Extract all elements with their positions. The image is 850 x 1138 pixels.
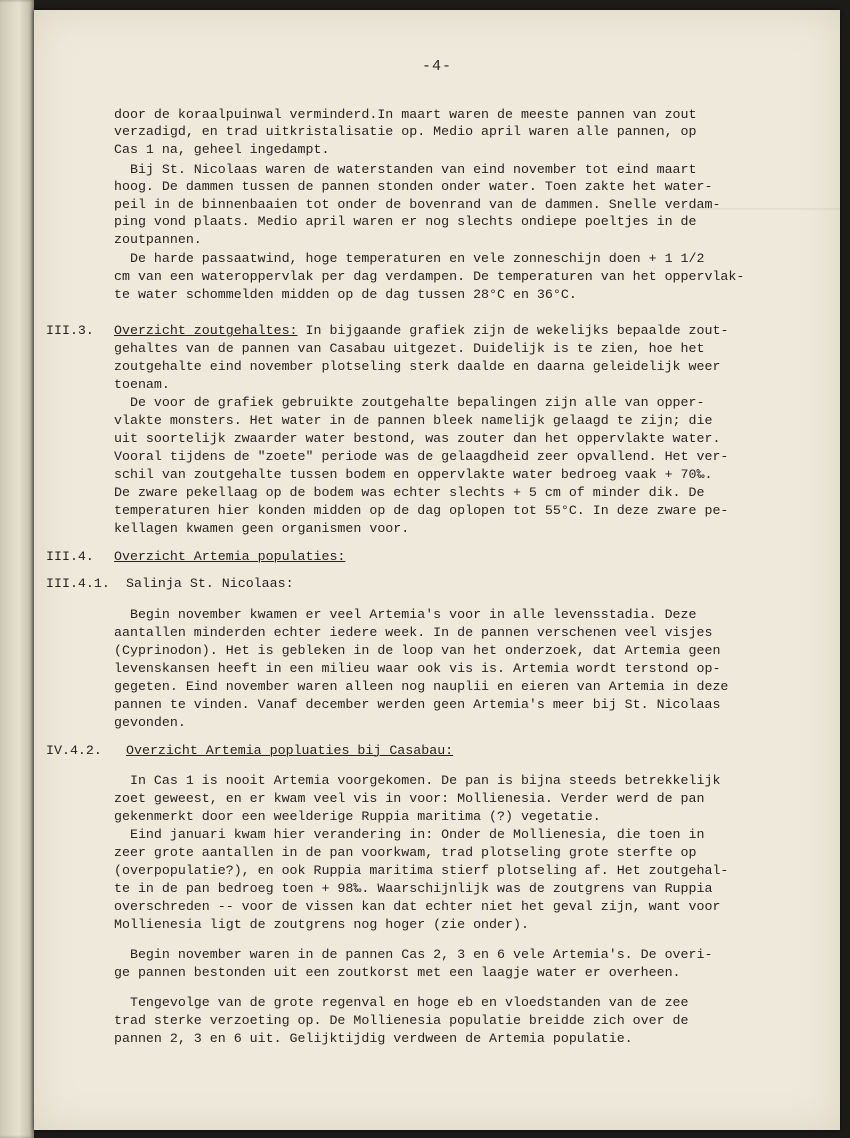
text-line: [114, 286, 577, 304]
line-text: hoog. De dammen tussen de pannen stonden onder water. Toen zakte het water-: [114, 179, 713, 194]
text-line: [114, 642, 720, 660]
line-text: Salinja St. Nicolaas:: [126, 576, 294, 591]
text-line: [114, 106, 697, 124]
line-text: gegeten. Eind november waren alleen nog nauplii en eieren van Artemia in deze: [114, 679, 729, 694]
line-text: peil in de binnenbaaien tot onder de bovenrand van de dammen. Snelle verdam-: [114, 197, 721, 212]
line-text: vlakte monsters. Het water in de pannen bleek namelijk gelaagd te zijn; die: [114, 413, 713, 428]
line-text: ge pannen bestonden uit een zoutkorst met een laagje water er overheen.: [114, 965, 681, 980]
line-text: door de koraalpuinwal verminderd.In maart waren de meeste pannen van zout: [114, 107, 697, 122]
line-text: In bijgaande grafiek zijn de wekelijks bepaalde zout-: [297, 323, 729, 338]
line-text: In Cas 1 is nooit Artemia voorgekomen. De pan is bijna steeds betrekkelijk: [114, 773, 721, 788]
line-text: gehaltes van de pannen van Casabau uitgezet. Duidelijk is te zien, hoe het: [114, 341, 705, 356]
line-text: schil van zoutgehalte tussen bodem en oppervlakte water bedroeg vaak + 70‰.: [114, 467, 713, 482]
text-line: [114, 196, 720, 214]
text-line: [114, 268, 744, 286]
text-line: [114, 1030, 633, 1048]
text-line: [114, 340, 704, 358]
line-text: Begin november kwamen er veel Artemia's voor in alle levensstadia. Deze: [114, 607, 697, 622]
line-text: pannen 2, 3 en 6 uit. Gelijktijdig verdween de Artemia populatie.: [114, 1031, 633, 1046]
line-text: De harde passaatwind, hoge temperaturen en vele zonneschijn doen + 1 1/2: [114, 251, 705, 266]
section-heading-line: [46, 548, 345, 566]
text-line: [114, 946, 712, 964]
section-title: Overzicht Artemia popluaties bij Casabau:: [126, 743, 454, 758]
text-line: [114, 502, 728, 520]
text-line: [114, 394, 704, 412]
text-line: [114, 808, 601, 826]
bleed-through-text: ────────────────────: [680, 202, 840, 217]
line-text: De voor de grafiek gebruikte zoutgehalte bepalingen zijn alle van opper-: [114, 395, 705, 410]
text-line: [114, 161, 697, 179]
line-text: (Cyprinodon). Het is gebleken in de loop van het onderzoek, dat Artemia geen: [114, 643, 721, 658]
text-line: [114, 448, 728, 466]
line-text: Vooral tijdens de "zoete" periode was de gelaagdheid zeer opvallend. Het ver-: [114, 449, 729, 464]
section-number: III.4.1.: [46, 576, 110, 591]
text-line: [114, 790, 704, 808]
section-title: Overzicht zoutgehaltes:: [114, 323, 298, 338]
section-title: Overzicht Artemia populaties:: [114, 549, 346, 564]
section-number: III.4.: [46, 549, 94, 564]
text-line: [114, 358, 720, 376]
text-line: [114, 1012, 689, 1030]
line-text: toenam.: [114, 377, 170, 392]
line-text: trad sterke verzoeting op. De Mollienesia populatie breidde zich over de: [114, 1013, 689, 1028]
line-text: Begin november waren in de pannen Cas 2, 3 en 6 vele Artemia's. De overi-: [114, 947, 713, 962]
section-number: IV.4.2.: [46, 743, 102, 758]
text-line: [114, 213, 697, 231]
section-heading-line: [46, 575, 294, 593]
section-number: III.3.: [46, 323, 94, 338]
line-text: cm van een wateroppervlak per dag verdampen. De temperaturen van het oppervlak-: [114, 269, 745, 284]
text-line: [114, 466, 712, 484]
text-line: [114, 660, 720, 678]
text-line: [114, 123, 697, 141]
text-line: [114, 696, 720, 714]
section-heading-line: [46, 742, 453, 760]
line-text: te water schommelden midden op de dag tussen 28°C en 36°C.: [114, 287, 577, 302]
binder-edge: [0, 0, 34, 1138]
line-text: gekenmerkt door een weelderige Ruppia maritima (?) vegetatie.: [114, 809, 601, 824]
line-text: zoutgehalte eind november plotseling sterk daalde en daarna geleidelijk weer: [114, 359, 721, 374]
text-line: [114, 141, 329, 159]
text-line: [114, 520, 409, 538]
page-number: -4-: [421, 58, 452, 75]
line-text: (overpopulatie?), en ook Ruppia maritima stierf plotseling af. Het zoutgehal-: [114, 863, 729, 878]
text-line: [114, 376, 170, 394]
text-line: [114, 606, 697, 624]
text-line: [114, 678, 728, 696]
line-text: zoet geweest, en er kwam veel vis in voor: Mollienesia. Verder werd de pan: [114, 791, 705, 806]
section-heading-line: [46, 322, 728, 340]
text-line: [114, 844, 697, 862]
text-line: [114, 862, 728, 880]
text-line: [114, 964, 681, 982]
text-line: [114, 250, 704, 268]
text-line: [114, 231, 202, 249]
text-line: [114, 826, 704, 844]
text-line: [114, 994, 689, 1012]
line-text: te in de pan bedroeg toen + 98‰. Waarschijnlijk was de zoutgrens van Ruppia: [114, 881, 713, 896]
line-text: overschreden -- voor de vissen kan dat echter niet het geval zijn, want voor: [114, 899, 721, 914]
line-text: De zware pekellaag op de bodem was echter slechts + 5 cm of minder dik. De: [114, 485, 705, 500]
line-text: uit soortelijk zwaarder water bestond, was zouter dan het oppervlakte water.: [114, 431, 721, 446]
text-line: [114, 772, 720, 790]
text-line: [114, 484, 704, 502]
line-text: levenskansen heeft in een milieu waar ook vis is. Artemia wordt terstond op-: [114, 661, 721, 676]
line-text: pannen te vinden. Vanaf december werden geen Artemia's meer bij St. Nicolaas: [114, 697, 721, 712]
line-text: Eind januari kwam hier verandering in: Onder de Mollienesia, die toen in: [114, 827, 705, 842]
line-text: Tengevolge van de grote regenval en hoge eb en vloedstanden van de zee: [114, 995, 689, 1010]
text-line: [114, 916, 529, 934]
line-text: Bij St. Nicolaas waren de waterstanden van eind november tot eind maart: [114, 162, 697, 177]
line-text: gevonden.: [114, 715, 186, 730]
line-text: Cas 1 na, geheel ingedampt.: [114, 142, 330, 157]
line-text: aantallen minderden echter iedere week. In de pannen verschenen veel visjes: [114, 625, 713, 640]
text-line: [114, 178, 712, 196]
text-line: [114, 412, 712, 430]
line-text: zoutpannen.: [114, 232, 202, 247]
line-text: zeer grote aantallen in de pan voorkwam, trad plotseling grote sterfte op: [114, 845, 697, 860]
line-text: ping vond plaats. Medio april waren er nog slechts ondiepe poeltjes in de: [114, 214, 697, 229]
document-page: [34, 10, 840, 1130]
line-text: Mollienesia ligt de zoutgrens nog hoger (zie onder).: [114, 917, 529, 932]
text-line: [114, 898, 720, 916]
text-line: [114, 880, 712, 898]
line-text: verzadigd, en trad uitkristalisatie op. Medio april waren alle pannen, op: [114, 124, 697, 139]
text-line: [114, 714, 186, 732]
text-line: [114, 430, 720, 448]
line-text: temperaturen hier konden midden op de dag oplopen tot 55°C. In deze zware pe-: [114, 503, 729, 518]
text-line: [114, 624, 712, 642]
line-text: kellagen kwamen geen organismen voor.: [114, 521, 410, 536]
